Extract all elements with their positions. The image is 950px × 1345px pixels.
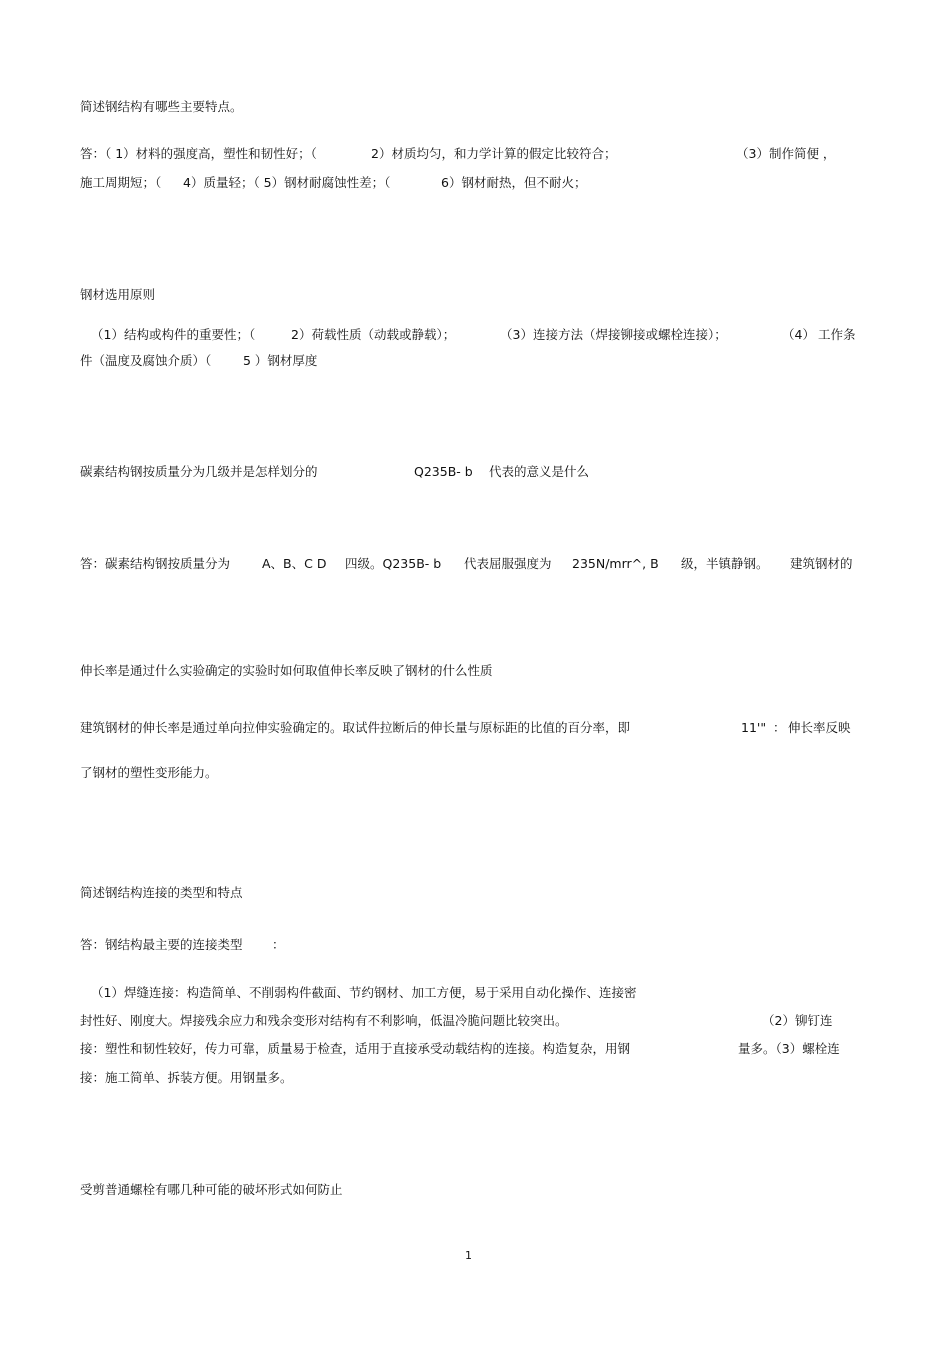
answer-4-line-1c: ：	[773, 720, 786, 735]
answer-1-line-2a: 施工周期短；（	[80, 175, 162, 190]
answer-2-line-1a: （1）结构或构件的重要性；（	[91, 327, 256, 342]
answer-3-d: 代表屈服强度为	[464, 556, 552, 571]
question-6-title: 受剪普通螺栓有哪几种可能的破坏形式如何防止	[80, 1182, 343, 1197]
question-4-title: 伸长率是通过什么实验确定的实验时如何取值伸长率反映了钢材的什么性质	[80, 663, 493, 678]
answer-3-g: 建筑钢材的	[790, 556, 853, 571]
answer-5-line-1: （1）焊缝连接：构造简单、不削弱构件截面、节约钢材、加工方便，易于采用自动化操作、连接密	[91, 985, 637, 1000]
answer-5-line-3b: 量多。（3）螺栓连	[738, 1041, 840, 1056]
answer-2-line-1b: 2）荷载性质（动载或静载）；	[291, 327, 456, 342]
question-3-title-c: 代表的意义是什么	[489, 464, 590, 479]
answer-5-line-4: 接：施工简单、拆装方便。用钢量多。	[80, 1070, 293, 1085]
answer-3-c: 四级。Q235B- b	[345, 556, 442, 571]
answer-1-line-1a: 答：（ 1）材料的强度高，塑性和韧性好；（	[80, 146, 317, 161]
answer-3-a: 答：碳素结构钢按质量分为	[80, 556, 231, 571]
answer-2-line-2b: 5 ）钢材厚度	[243, 353, 318, 368]
answer-2-line-1d: （4）	[782, 327, 815, 342]
answer-4-line-1a: 建筑钢材的伸长率是通过单向拉伸实验确定的。取试件拉断后的伸长量与原标距的比值的百分率，即	[80, 720, 631, 735]
answer-1-line-2b: 4）质量轻；（ 5）钢材耐腐蚀性差；（	[183, 175, 391, 190]
answer-5-line-2b: （2）铆钉连	[762, 1013, 833, 1028]
page-number: 1	[465, 1249, 472, 1262]
answer-3-f: 级，半镇静钢。	[681, 556, 769, 571]
answer-2-line-1c: （3）连接方法（焊接铆接或螺栓连接）；	[500, 327, 727, 342]
answer-5-line-2a: 封性好、刚度大。焊接残余应力和残余变形对结构有不利影响，低温冷脆问题比较突出。	[80, 1013, 568, 1028]
question-3-title-a: 碳素结构钢按质量分为几级并是怎样划分的	[80, 464, 318, 479]
answer-2-line-2a: 件（温度及腐蚀介质）（	[80, 353, 212, 368]
question-5-title: 简述钢结构连接的类型和特点	[80, 885, 243, 900]
answer-1-line-1c: （3）制作简便 ，	[736, 146, 836, 161]
answer-5-line-3a: 接：塑性和韧性较好，传力可靠，质量易于检查，适用于直接承受动载结构的连接。构造复杂，用钢	[80, 1041, 631, 1056]
answer-5-intro-a: 答：钢结构最主要的连接类型	[80, 937, 243, 952]
answer-4-line-1b: 11'"	[741, 720, 767, 735]
answer-5-intro-b: ：	[272, 937, 285, 952]
answer-3-b: A、B、C D	[262, 556, 327, 571]
question-3-title-b: Q235B- b	[414, 464, 473, 479]
answer-4-line-1d: 伸长率反映	[788, 720, 851, 735]
answer-2-line-1e: 工作条	[818, 327, 856, 342]
question-1-title: 简述钢结构有哪些主要特点。	[80, 99, 243, 114]
answer-3-e: 235N/mrr^, B	[572, 556, 659, 571]
answer-1-line-2c: 6）钢材耐热，但不耐火；	[441, 175, 587, 190]
question-2-title: 钢材选用原则	[80, 287, 156, 302]
answer-1-line-1b: 2）材质均匀，和力学计算的假定比较符合；	[371, 146, 617, 161]
answer-4-line-2: 了钢材的塑性变形能力。	[80, 765, 218, 780]
